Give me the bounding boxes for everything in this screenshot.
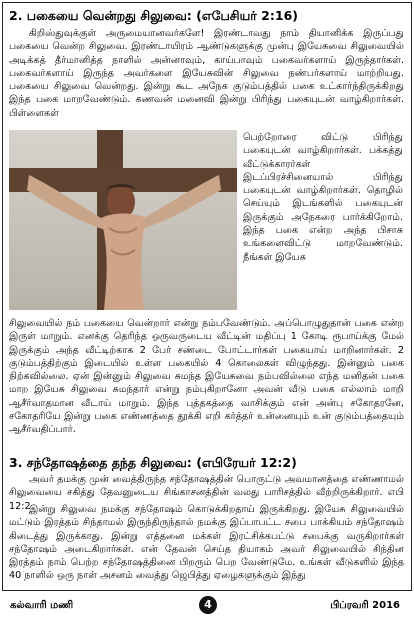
issue-date: பிப்ரவரி 2016 <box>330 600 400 611</box>
paragraph-scripture: அவர் தமக்கு முன் வைத்திருந்த சந்தோஷத்தின் பொருட்டு அவமானத்தை எண்ணாமல் சிலுவையை சகித்து தேவனுடைய சிங்காசனத்தின் வலது பாரிசத்தில் வீற்றிருக்கிறார். எபி 12:2. <box>9 474 404 512</box>
paragraph-intro: கிறிஸ்துவுக்குள் அருமையானவர்களே! இரண்டாவது நாம் தியானிக்க இருப்பது பகையை வென்ற சிலுவை. இரண்டாயிரம் ஆண்டுகளுக்கு முன்பு இயேசுவை சிலுவையில் அடிக்கத் தீர்மானித்த நாளில் அன்னாவும், காய்பாவும் பகைவர்களாய் இருந்தார்கள். பகைவர்களாய் இருந்த அவர்களை இயேசுவின் சிலுவை நண்பர்களாய் மாற்றியது. பகையை சிலுவை வென்றது. இன்று கூட அநேக குடும்பத்தில் பகை உட்கார்ந்திருக்கிறது இந்த பகை மாறவேண்டும். கணவன் மனைவி இன்று பிரிந்து பகையுடன் வாழ்கிறார்கள். பிள்ளைகள் <box>9 28 404 119</box>
section-heading-enemy-defeated: 2. பகையை வென்றது சிலுவை: (எபேசியர் 2:16) <box>9 8 298 23</box>
paragraph-joy: இன்று சிலுவை நமக்கு சந்தோஷம் கொடுக்கிறதாய் இருக்கிறது. இயேசு சிலுவையில் மட்டும் இரத்தம் சிந்தாமல் இருந்திருந்தால் நமக்கு இப்பாபட்ட சபை பாக்கியம் சந்தோஷம் கிடைத்து இருக்காது. இன்று எத்தனை மக்கள் இரட்சிக்கபட்டு சபைக்கு வருகிறார்கள் சந்தோஷம் அடைகிறார்கள். என் தேவன் செய்த தியாகம் அவர் சிலுவையில் சிந்தின இரத்தம் நாம் பெற்ற சந்தோஷத்தினை பிறரும் பெற வேண்டுமே. உங்கள் வீடுகளில் இந்த 40 நாளில் ஒரு நாள் அசனம் வைத்து ஜெபித்து ஏழைகளுக்கும் இந்து <box>9 504 404 582</box>
paragraph-continuation: சிலுவையில் நம் பகையை வென்றார் என்று நம்பவேண்டும். அப்பொழுதுதான் பகை என்ற இருள் மாறும். எனக்கு தெரிந்த ஒருவருடைய வீட்டின் மதிப்பு 1 கோடி ரூபாய்க்கு மேல் இருக்கும் அந்த வீட்டிற்காக 2 பேர் சண்டை போட்டார்கள் பகையாய் மாறினார்கள். 2 குடும்பத்திற்கும் இடையில் உள்ள பகையில் 4 கொலைகள் விழுந்தது. இன்னும் பகை நிற்கவில்லை. ஏன் இன்னும் சிலுவை சுமந்த இயேசுவை நம்பவில்லை எந்த மனிதன் பகை மாற இயேசு சிலுவை சுமந்தார் என்று நம்புகிறானோ அவன் வீடு பகை எல்லாம் மாறி ஆசீர்வாதமான வீடாய் மாறும். இந்த புத்தகத்தை வாசிக்கும் என் அன்பு சகோதரனே, சகோதரியே இன்று பகை எண்ணத்தை தூக்கி எறி கர்த்தர் உன்னையும் உன் குடும்பத்தையும் ஆசீர்வதிப்பார். <box>9 318 404 436</box>
page-footer <box>0 595 414 619</box>
magazine-name: கல்வாரி மணி <box>10 600 74 611</box>
crucifixion-image <box>9 130 237 310</box>
crucifixion-photo <box>9 130 237 310</box>
section-heading-joy: 3. சந்தோஷத்தை தந்த சிலுவை: (எபிரேயர் 12:2) <box>9 455 297 470</box>
page-number: 4 <box>199 596 217 614</box>
paragraph-right-column: பெற்றோரை விட்டு பிரிந்து பகையுடன் வாழ்கிறார்கள். பக்கத்து வீட்டுக்காரர்கள் இடப்பிரச்சினையால் பிரிந்து பகையுடன் வாழ்கிறார்கள். தொழில் செய்யும் இடங்களில் பகையுடன் இருக்கும் அநேகரை பார்க்கிறோம். இந்த பகை என்ற அந்த பிசாசு உங்களைவிட்டு மாறவேண்டும். நீங்கள் இயேசு <box>243 132 403 263</box>
